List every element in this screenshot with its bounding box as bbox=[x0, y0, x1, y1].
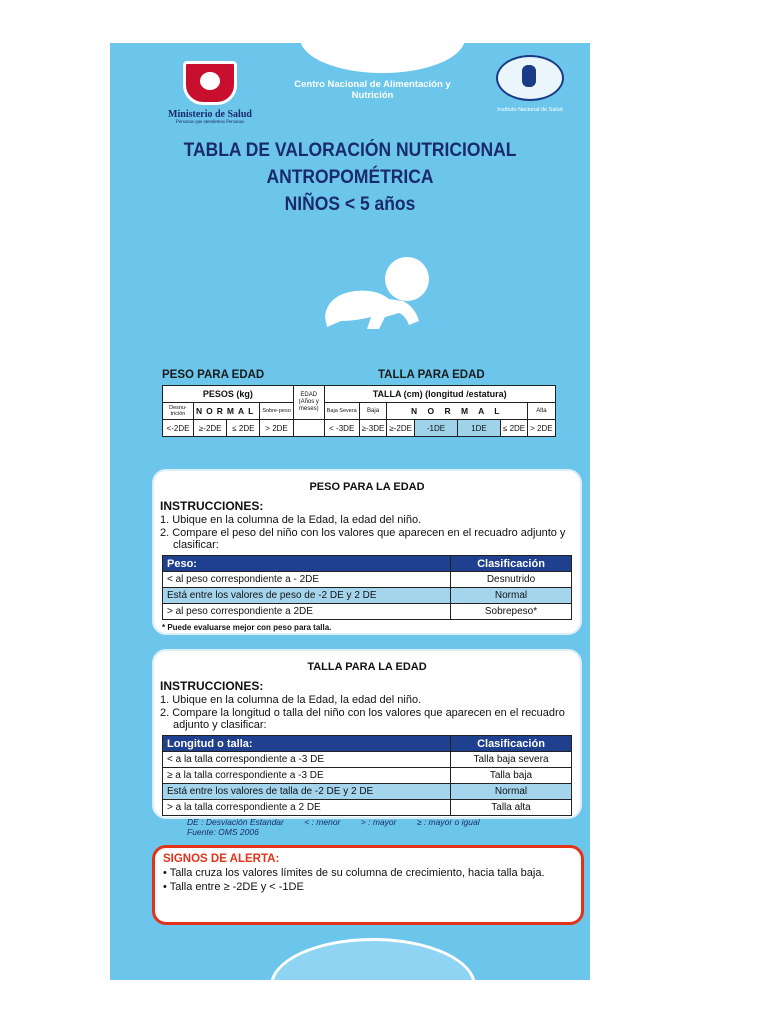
column-header: Clasificación bbox=[451, 736, 572, 752]
peso-classification-table bbox=[162, 555, 572, 620]
classification: Talla baja severa bbox=[451, 752, 572, 768]
baja-label: Baja bbox=[359, 403, 387, 420]
criterion: < al peso correspondiente a - 2DE bbox=[163, 572, 451, 588]
table-row bbox=[163, 800, 572, 816]
classification: Normal bbox=[451, 588, 572, 604]
table-row bbox=[163, 588, 572, 604]
talla-range: 1DE bbox=[457, 420, 500, 437]
talla-range: -1DE bbox=[414, 420, 457, 437]
peso-edad-panel bbox=[152, 469, 582, 635]
page-title bbox=[138, 137, 561, 218]
title-line-3: NIÑOS < 5 años bbox=[284, 194, 416, 215]
alert-item: • Talla entre ≥ -2DE y < -1DE bbox=[163, 881, 304, 893]
talla-range: > 2DE bbox=[528, 420, 555, 437]
legend bbox=[187, 817, 587, 837]
alta-label: Alta bbox=[528, 403, 555, 420]
criterion: > al peso correspondiente a 2DE bbox=[163, 604, 451, 620]
classification: Talla alta bbox=[451, 800, 572, 816]
institute-logo bbox=[475, 55, 585, 113]
title-line-1: TABLA DE VALORACIÓN NUTRICIONAL bbox=[183, 140, 517, 161]
peso-range: ≤ 2DE bbox=[227, 420, 260, 437]
institute-name: Instituto Nacional de Salud bbox=[497, 107, 563, 113]
instructions-label: INSTRUCCIONES: bbox=[160, 499, 264, 513]
talla-range: ≥-2DE bbox=[387, 420, 415, 437]
instruction-step-1: 1. Ubique en la columna de la Edad, la edad del niño. bbox=[160, 694, 422, 706]
talla-range: < -3DE bbox=[324, 420, 359, 437]
panel-title: TALLA PARA LA EDAD bbox=[307, 661, 427, 673]
classification: Normal bbox=[451, 784, 572, 800]
peso-normal-label: NORMAL bbox=[194, 403, 260, 420]
column-header: Clasificación bbox=[451, 556, 572, 572]
nutrition-card bbox=[110, 43, 590, 980]
institute-emblem-icon bbox=[496, 55, 564, 101]
legend-source: Fuente: OMS 2006 bbox=[187, 827, 259, 837]
table-row bbox=[163, 572, 572, 588]
instructions-label: INSTRUCCIONES: bbox=[160, 679, 264, 693]
top-notch bbox=[300, 43, 465, 73]
instruction-step-2: 2. Compare la longitud o talla del niño con los valores que aparecen en el recuadro adjunto y clasificar: bbox=[160, 707, 565, 731]
criterion: Está entre los valores de talla de -2 DE y 2 DE bbox=[163, 784, 451, 800]
footnote: * Puede evaluarse mejor con peso para talla. bbox=[162, 623, 332, 632]
peso-edad-heading: PESO PARA EDAD bbox=[162, 369, 265, 381]
column-header: Peso: bbox=[163, 556, 451, 572]
edad-header: EDAD (Años y meses) bbox=[293, 386, 324, 420]
talla-range: ≤ 2DE bbox=[500, 420, 527, 437]
legend-mayor-igual: ≥ : mayor o igual bbox=[416, 817, 480, 827]
edad-cell bbox=[293, 420, 324, 437]
instruction-step-1: 1. Ubique en la columna de la Edad, la edad del niño. bbox=[160, 514, 422, 526]
talla-edad-heading: TALLA PARA EDAD bbox=[378, 369, 485, 381]
alert-title: SIGNOS DE ALERTA: bbox=[163, 853, 280, 865]
table-row bbox=[163, 604, 572, 620]
criterion: < a la talla correspondiente a -3 DE bbox=[163, 752, 451, 768]
table-row bbox=[163, 768, 572, 784]
sobrepeso-label: Sobre-peso bbox=[260, 403, 293, 420]
title-line-2: ANTROPOMÉTRICA bbox=[266, 167, 434, 188]
classification: Sobrepeso* bbox=[451, 604, 572, 620]
alert-box bbox=[152, 845, 584, 925]
talla-classification-table bbox=[162, 735, 572, 816]
talla-range: ≥-3DE bbox=[359, 420, 387, 437]
criterion: ≥ a la talla correspondiente a -3 DE bbox=[163, 768, 451, 784]
criterion: > a la talla correspondiente a 2 DE bbox=[163, 800, 451, 816]
panel-title: PESO PARA LA EDAD bbox=[309, 481, 425, 493]
desnutricion-label: Desnu-trición bbox=[163, 403, 194, 420]
peso-range: > 2DE bbox=[260, 420, 293, 437]
ministry-name: Ministerio de Salud bbox=[168, 109, 252, 120]
classification: Desnutrido bbox=[451, 572, 572, 588]
peso-range: <-2DE bbox=[163, 420, 194, 437]
legend-mayor: > : mayor bbox=[360, 817, 397, 827]
talla-normal-label: N O R M A L bbox=[387, 403, 528, 420]
criterion: Está entre los valores de peso de -2 DE y 2 DE bbox=[163, 588, 451, 604]
reference-table bbox=[162, 385, 556, 437]
classification: Talla baja bbox=[451, 768, 572, 784]
pesos-header: PESOS (kg) bbox=[163, 386, 294, 403]
talla-edad-panel bbox=[152, 649, 582, 819]
peru-shield-icon bbox=[183, 61, 237, 105]
talla-header: TALLA (cm) (longitud /estatura) bbox=[324, 386, 555, 403]
baja-severa-label: Baja Severa bbox=[324, 403, 359, 420]
table-row bbox=[163, 784, 572, 800]
bottom-notch bbox=[270, 938, 476, 980]
legend-de: DE : Desviación Estandar bbox=[187, 817, 284, 827]
instruction-step-2: 2. Compare el peso del niño con los valores que aparecen en el recuadro adjunto y clasificar: bbox=[160, 527, 566, 551]
crawling-baby-icon bbox=[315, 255, 445, 335]
peso-range: ≥-2DE bbox=[194, 420, 227, 437]
column-header: Longitud o talla: bbox=[163, 736, 451, 752]
center-name: Centro Nacional de Alimentación y Nutrición bbox=[294, 79, 451, 101]
ministry-slogan: Personas que atendemos Personas bbox=[176, 120, 244, 125]
table-row bbox=[163, 752, 572, 768]
ministry-logo bbox=[150, 61, 270, 125]
alert-item: • Talla cruza los valores límites de su columna de crecimiento, hacia talla baja. bbox=[163, 867, 545, 879]
legend-menor: < : menor bbox=[304, 817, 341, 827]
